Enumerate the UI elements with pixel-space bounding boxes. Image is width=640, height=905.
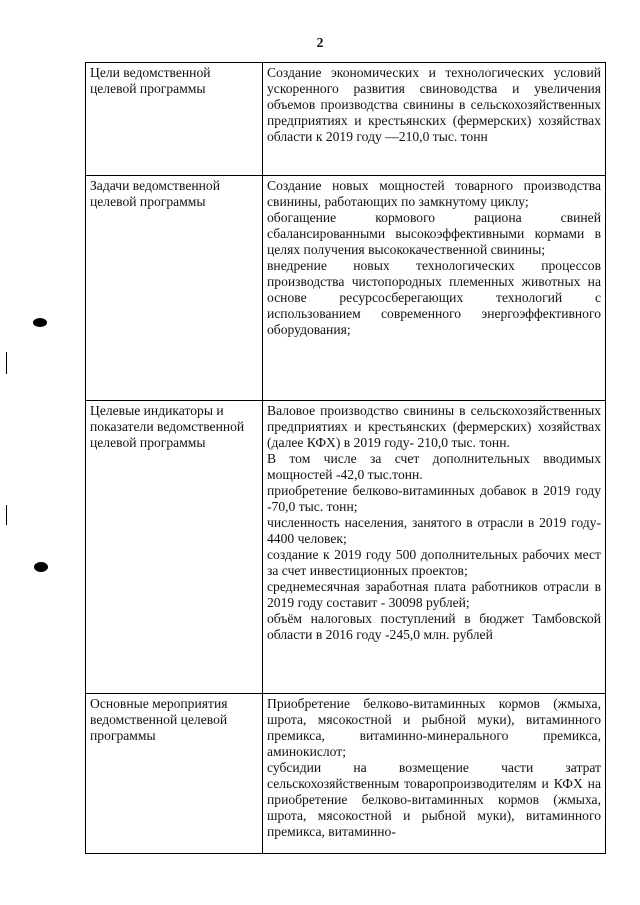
table-row bbox=[86, 176, 606, 401]
paragraph: В том числе за счет дополнительных вводимых мощностей -42,0 тыс.тонн. bbox=[267, 451, 601, 482]
row-content-goals bbox=[263, 63, 606, 176]
page-number: 2 bbox=[316, 36, 324, 51]
table-row bbox=[86, 401, 606, 694]
row-content-tasks bbox=[263, 176, 606, 401]
paragraph: обогащение кормового рациона свиней сбалансированными высокоэффективными кормами в целях получения высококачественной свинины; bbox=[267, 210, 601, 257]
paragraph: субсидии на возмещение части затрат сельскохозяйственным товаропроизводителям и КФХ на приобретение белково-витаминных кормов (жмыха, шрота, мясокостной и рыбной муки), витаминного премикса, витаминно- bbox=[267, 760, 601, 839]
table-row bbox=[86, 63, 606, 176]
paragraph: численность населения, занятого в отрасли в 2019 году- 4400 человек; bbox=[267, 515, 601, 546]
table-row bbox=[86, 694, 606, 854]
paragraph: Создание экономических и технологических условий ускоренного развития свиноводства и увеличения объемов производства свинины в сельскохозяйственных предприятиях и крестьянских (фермерских) хозяйствах области к 2019 году —210,0 тыс. тонн bbox=[267, 65, 601, 144]
row-label-indicators: Целевые индикаторы и показатели ведомственной целевой программы bbox=[86, 401, 263, 694]
row-content-indicators bbox=[263, 401, 606, 694]
paragraph: Приобретение белково-витаминных кормов (жмыха, шрота, мясокостной и рыбной муки), витаминного премикса, витаминно-минерального премикса, аминокислот; bbox=[267, 696, 601, 759]
scan-speck bbox=[34, 562, 48, 572]
scan-speck bbox=[33, 318, 47, 327]
scan-line-mark bbox=[6, 505, 7, 525]
paragraph: приобретение белково-витаминных добавок в 2019 году -70,0 тыс. тонн; bbox=[267, 483, 601, 514]
paragraph: внедрение новых технологических процессов производства чистопородных племенных животных на основе ресурсосберегающих технологий с использованием современного энергоэффективного оборудования; bbox=[267, 258, 601, 337]
row-label-tasks: Задачи ведомственной целевой программы bbox=[86, 176, 263, 401]
paragraph: Валовое производство свинины в сельскохозяйственных предприятиях и крестьянских (фермерских) хозяйствах (далее КФХ) в 2019 году- 210,0 тыс. тонн. bbox=[267, 403, 601, 450]
paragraph: Создание новых мощностей товарного производства свинины, работающих по замкнутому циклу; bbox=[267, 178, 601, 209]
row-content-activities bbox=[263, 694, 606, 854]
row-label-activities: Основные мероприятия ведомственной целевой программы bbox=[86, 694, 263, 854]
paragraph: объём налоговых поступлений в бюджет Тамбовской области в 2016 году -245,0 млн. рублей bbox=[267, 611, 601, 642]
row-label-goals: Цели ведомственной целевой программы bbox=[86, 63, 263, 176]
scan-line-mark bbox=[6, 352, 7, 374]
paragraph: создание к 2019 году 500 дополнительных рабочих мест за счет инвестиционных проектов; bbox=[267, 547, 601, 578]
program-passport-table bbox=[85, 62, 606, 854]
paragraph: среднемесячная заработная плата работников отрасли в 2019 году составит - 30098 рублей; bbox=[267, 579, 601, 610]
